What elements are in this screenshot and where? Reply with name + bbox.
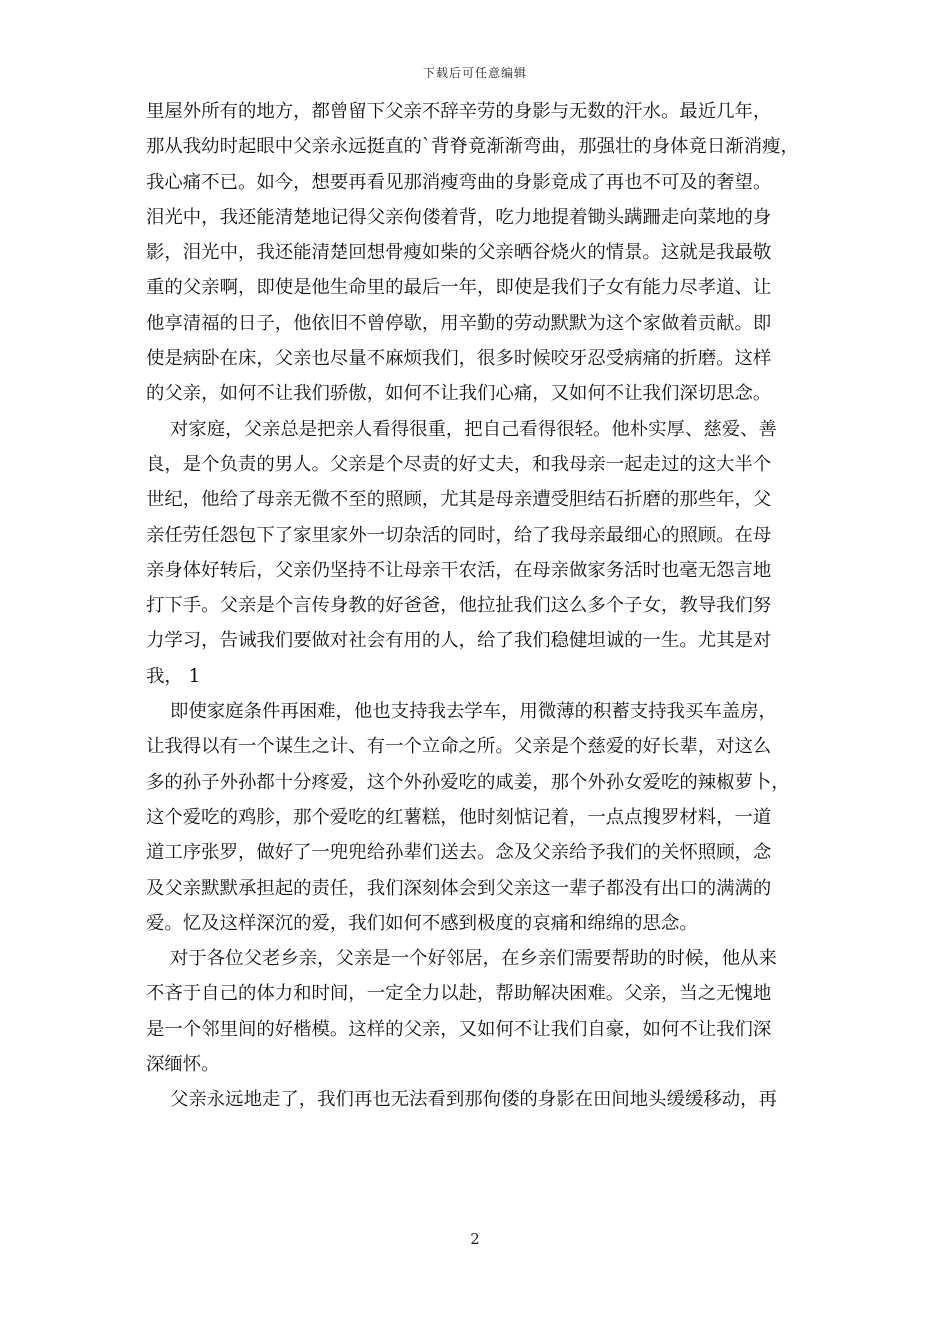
text-line: 重的父亲啊，即使是他生命里的最后一年，即使是我们子女有能力尽孝道、让 — [146, 277, 772, 299]
text-line: 不吝于自己的体力和时间，一定全力以赴，帮助解决困难。父亲，当之无愧地 — [146, 983, 772, 1005]
page-number: 2 — [470, 1230, 480, 1248]
text-line: 我， 1 — [146, 665, 201, 687]
text-line: 是一个邻里间的好楷模。这样的父亲，又如何不让我们自豪，如何不让我们深 — [146, 1018, 772, 1040]
text-line: 亲身体好转后，父亲仍坚持不让母亲干农活，在母亲做家务活时也毫无怨言地 — [146, 559, 772, 581]
text-line: 及父亲默默承担起的责任，我们深刻体会到父亲这一辈子都没有出口的满满的 — [146, 877, 772, 899]
text-line: 里屋外所有的地方，都曾留下父亲不辞辛劳的身影与无数的汗水。最近几年， — [146, 101, 772, 122]
text-line: 打下手。父亲是个言传身教的好爸爸，他拉扯我们这么多个子女，教导我们努 — [146, 595, 772, 617]
text-line: 影，泪光中，我还能清楚回想骨瘦如柴的父亲晒谷烧火的情景。这就是我最敬 — [146, 242, 772, 264]
text-line: 亲任劳任怨包下了家里家外一切杂活的同时，给了我母亲最细心的照顾。在母 — [146, 524, 772, 546]
text-line: 多的孙子外孙都十分疼爱，这个外孙爱吃的咸姜，那个外孙女爱吃的辣椒萝卜， — [146, 771, 790, 793]
paragraph-start-line: 对于各位父老乡亲，父亲是一个好邻居，在乡亲们需要帮助的时候，他从来 — [170, 948, 777, 970]
text-line: 的父亲，如何不让我们骄傲，如何不让我们心痛，又如何不让我们深切思念。 — [146, 383, 772, 405]
text-line: 他享清福的日子，他依旧不曾停歇，用辛勤的劳动默默为这个家做着贡献。即 — [146, 312, 772, 334]
paragraph-start-line: 即使家庭条件再困难，他也支持我去学车，用微薄的积蓄支持我买车盖房， — [170, 701, 777, 723]
document-body — [146, 94, 816, 1118]
text-line: 世纪，他给了母亲无微不至的照顾，尤其是母亲遭受胆结石折磨的那些年，父 — [146, 489, 772, 511]
page-header: 下载后可任意编辑 — [422, 66, 527, 80]
paragraph-start-line: 父亲永远地走了，我们再也无法看到那佝偻的身影在田间地头缓缓移动，再 — [170, 1089, 777, 1111]
text-line: 我心痛不已。如今，想要再看见那消瘦弯曲的身影竟成了再也不可及的奢望。 — [146, 171, 772, 193]
text-line: 那从我幼时起眼中父亲永远挺直的`背脊竟渐渐弯曲，那强壮的身体竟日渐消瘦， — [146, 136, 799, 158]
paragraph-start-line: 对家庭，父亲总是把亲人看得很重，把自己看得很轻。他朴实厚、慈爱、善 — [170, 418, 777, 440]
text-line: 深缅怀。 — [146, 1054, 220, 1076]
text-line: 道工序张罗，做好了一兜兜给孙辈们送去。念及父亲给予我们的关怀照顾，念 — [146, 842, 772, 864]
text-line: 让我得以有一个谋生之计、有一个立命之所。父亲是个慈爱的好长辈，对这么 — [146, 736, 772, 758]
text-line: 力学习，告诫我们要做对社会有用的人，给了我们稳健坦诚的一生。尤其是对 — [146, 630, 772, 652]
text-line: 良，是个负责的男人。父亲是个尽责的好丈夫，和我母亲一起走过的这大半个 — [146, 453, 772, 475]
text-line: 使是病卧在床，父亲也尽量不麻烦我们，很多时候咬牙忍受病痛的折磨。这样 — [146, 348, 772, 370]
text-line: 泪光中，我还能清楚地记得父亲佝偻着背，吃力地提着锄头蹒跚走向菜地的身 — [146, 206, 772, 228]
text-line: 爱。忆及这样深沉的爱，我们如何不感到极度的哀痛和绵绵的思念。 — [146, 912, 698, 934]
text-line: 这个爱吃的鸡胗，那个爱吃的红薯糕，他时刻惦记着，一点点搜罗材料，一道 — [146, 806, 772, 828]
